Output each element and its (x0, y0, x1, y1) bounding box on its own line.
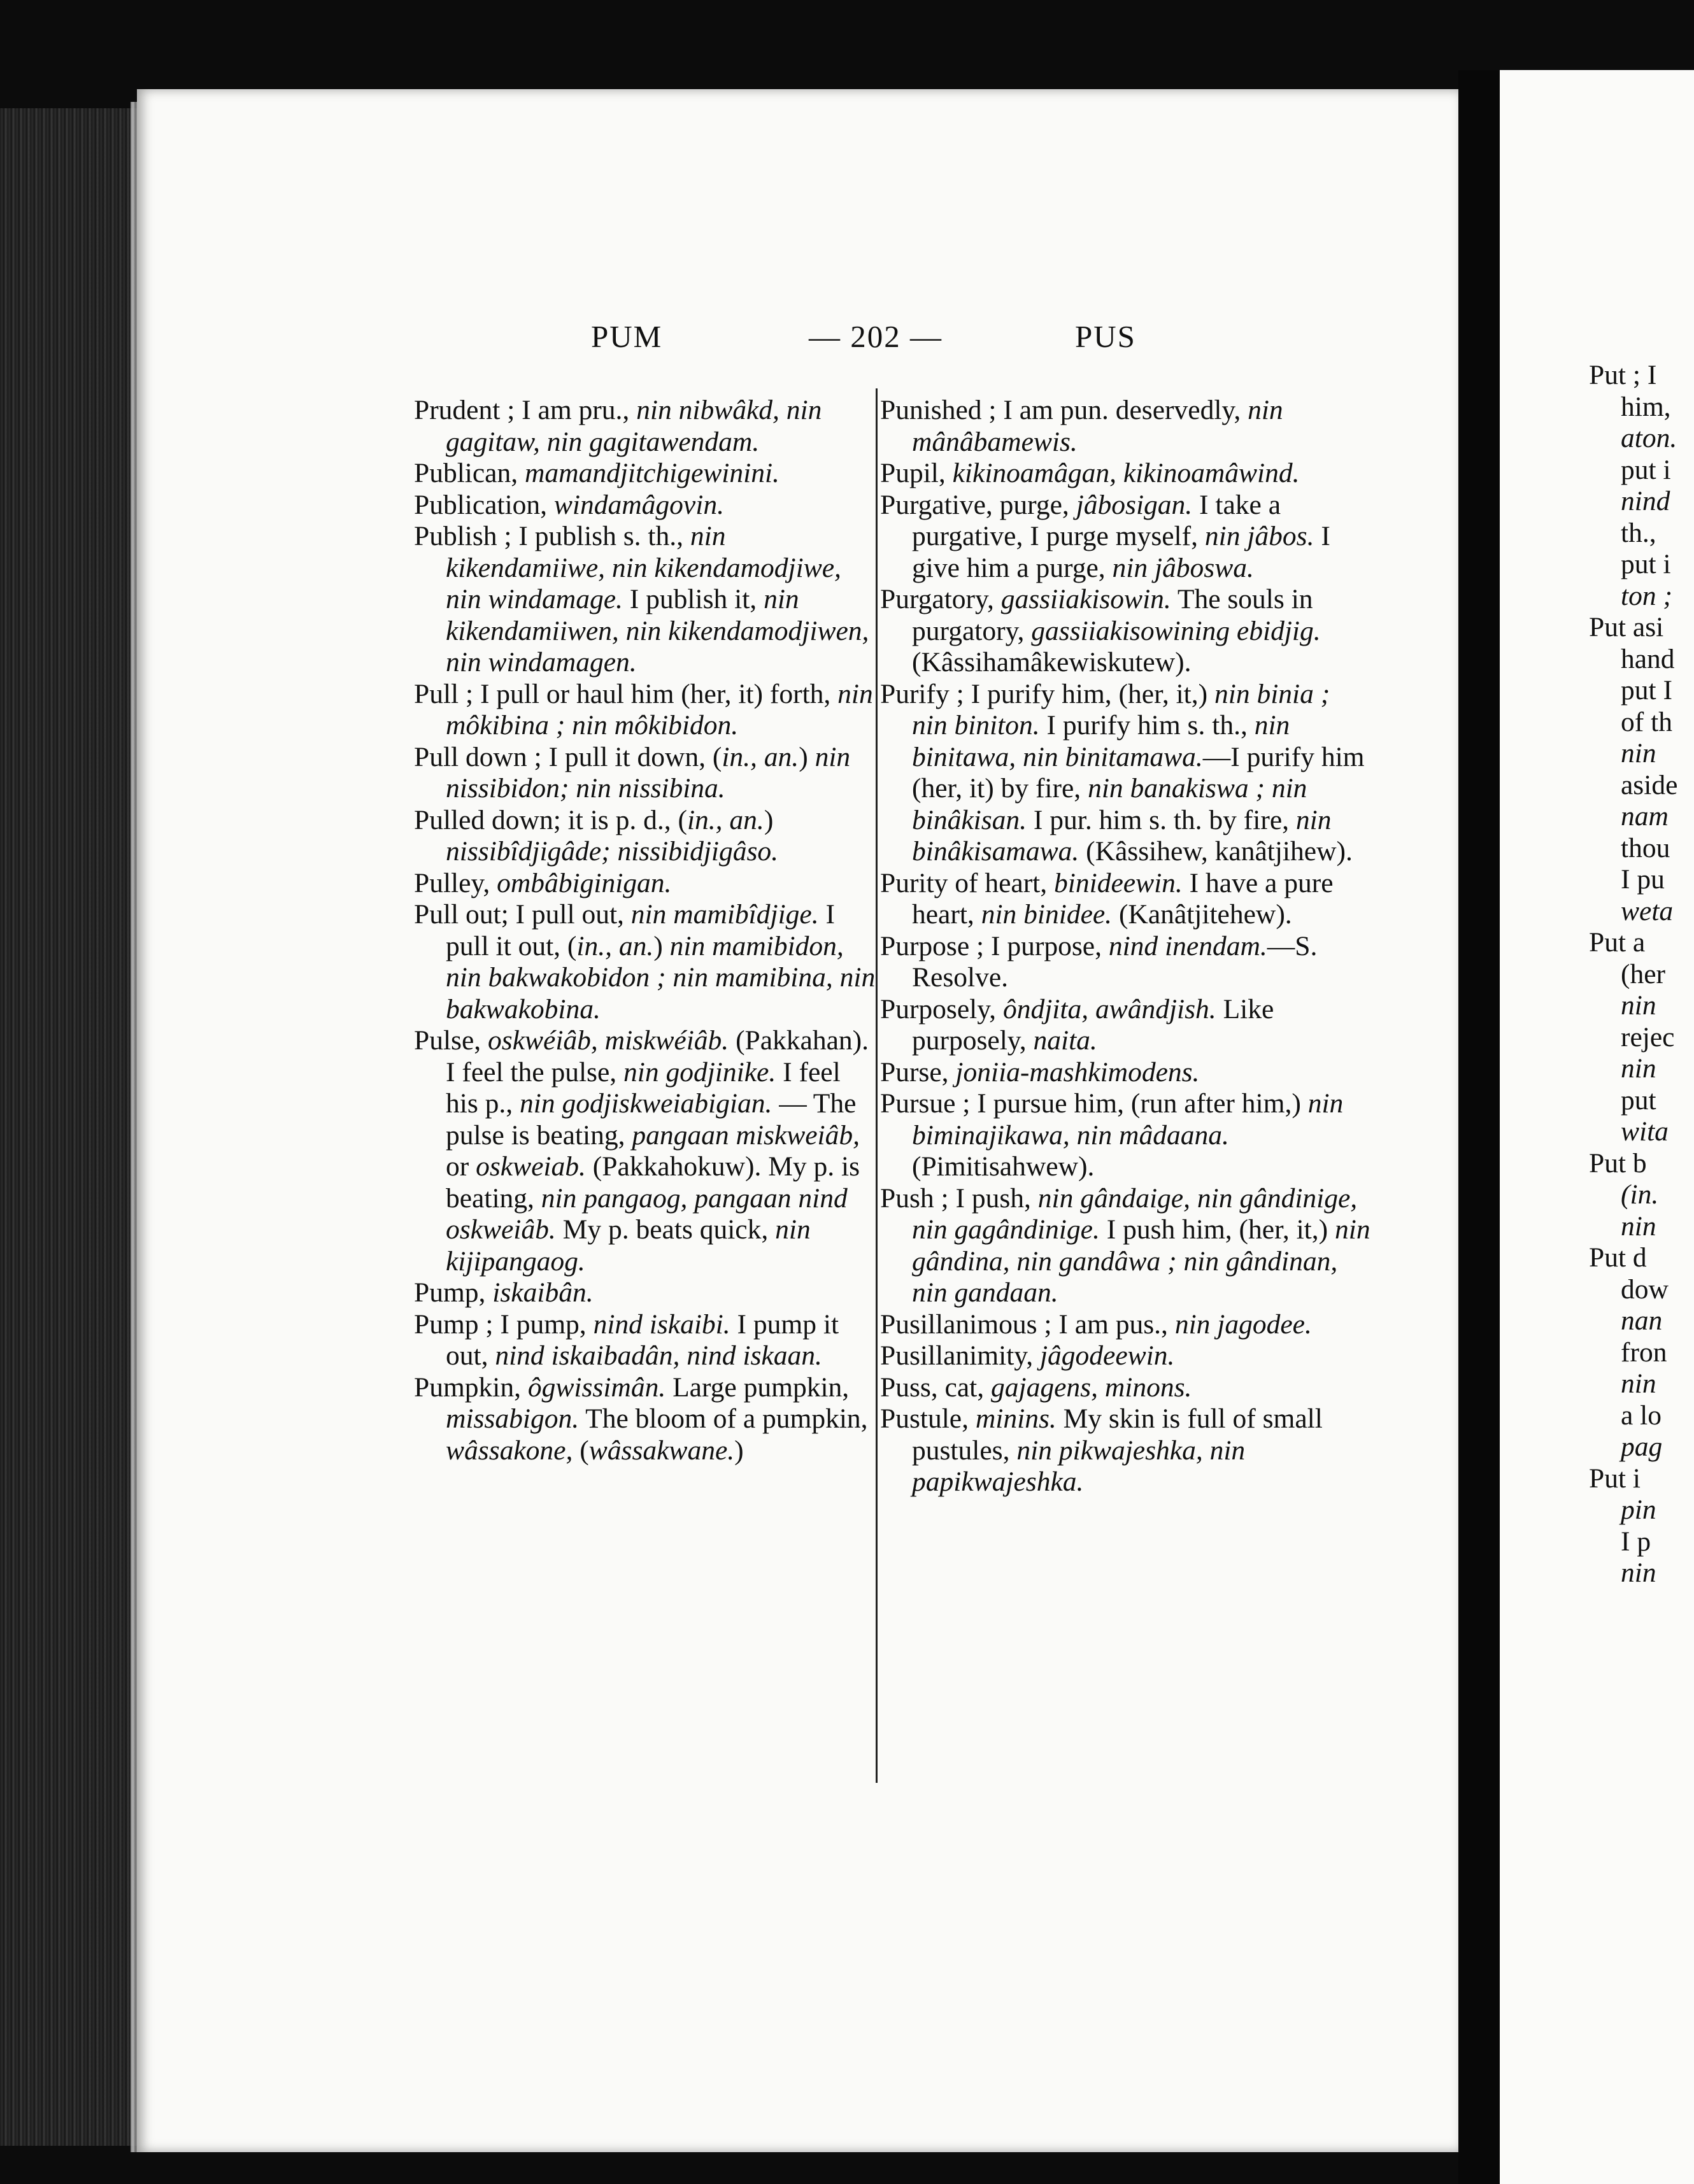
entry-translation: iskaibân. (492, 1277, 594, 1308)
facing-page-text (1589, 360, 1694, 1589)
dictionary-entry (414, 1309, 876, 1372)
entry-text: — The pulse is beating, (446, 1088, 857, 1151)
dictionary-entry (880, 931, 1370, 994)
dictionary-entry (414, 868, 876, 900)
facing-page-line: pin (1621, 1494, 1656, 1525)
facing-page-line: nan (1621, 1305, 1663, 1336)
entry-text: I push him, (her, it,) (1099, 1214, 1335, 1245)
facing-page-line: Put d (1589, 1242, 1647, 1273)
entry-text: Pupil, (880, 458, 953, 488)
dictionary-entry (880, 1309, 1370, 1341)
entry-translation: nin godjinike. (623, 1056, 776, 1088)
entry-text: (Pakkahan). I feel the pulse, (446, 1025, 869, 1088)
entry-text: Pusillanimous ; I am pus., (880, 1308, 1175, 1340)
entry-text: Pump, (414, 1277, 493, 1308)
entry-text: Pusillanimity, (880, 1340, 1040, 1371)
facing-page-line: pag (1621, 1431, 1663, 1462)
dictionary-entry (414, 395, 876, 458)
entry-translation: nin banakiswa ; nin binâkisan. (912, 773, 1307, 835)
entry-translation: nin gândaige, nin gândinige, nin gagândinige. (912, 1182, 1358, 1245)
entry-translation: nin godjiskweiabigian. (520, 1088, 772, 1119)
entry-text: ) (799, 741, 815, 772)
entry-translation: nind inendam. (1108, 930, 1267, 961)
entry-translation: in., an. (576, 930, 654, 961)
entry-translation: ôgwissimân. (527, 1372, 666, 1403)
facing-page-line: put i (1621, 549, 1671, 579)
facing-page-line: put I (1621, 675, 1672, 706)
guide-word-right: PUS (1075, 319, 1136, 354)
dictionary-entry (414, 679, 876, 742)
entry-translation: windamâgovin. (553, 489, 724, 520)
entry-translation: nin kikendamiiwen, nin kikendamodjiwen, nin windamagen. (446, 584, 869, 677)
entry-text: My p. beats quick, (555, 1214, 776, 1245)
entry-text: —S. Resolve. (912, 930, 1318, 993)
entry-translation: in., an. (687, 804, 764, 835)
facing-page-line: fron (1621, 1337, 1667, 1368)
facing-page-line: wita (1621, 1116, 1669, 1147)
entry-text: Publish ; I publish s. th., (414, 521, 690, 551)
entry-text: Pulse, (414, 1025, 488, 1056)
dictionary-entry (414, 742, 876, 805)
entry-translation: in., an. (722, 741, 799, 772)
facing-page-line: nin (1621, 1557, 1656, 1588)
facing-page-line: I pu (1621, 864, 1665, 895)
entry-translation: nin biminajikawa, nin mâdaana. (912, 1088, 1344, 1151)
facing-page-line: nin (1621, 738, 1656, 769)
entry-text: I feel his p., (446, 1056, 841, 1119)
entry-translation: gassiiakisowining ebidjig. (1031, 615, 1321, 646)
entry-text: I pump it out, (446, 1308, 839, 1371)
entry-text: Purity of heart, (880, 867, 1055, 898)
entry-translation: nin binâkisamawa. (912, 804, 1332, 867)
entry-translation: nin môkibina ; nin môkibidon. (446, 678, 873, 741)
entry-translation: kikinoamâgan, kikinoamâwind. (952, 458, 1300, 488)
facing-page-line: dow (1621, 1273, 1669, 1305)
entry-translation: nin jâbos. (1204, 521, 1314, 551)
facing-page-line: a lo (1621, 1400, 1662, 1431)
facing-page-line: ton ; (1621, 580, 1672, 611)
facing-page-line: (her (1621, 958, 1666, 989)
book-gutter (1458, 70, 1500, 2184)
entry-text: My skin is full of small pustules, (912, 1403, 1323, 1466)
entry-translation: oskwéiâb, miskwéiâb. (488, 1025, 729, 1056)
facing-page-line: of th (1621, 706, 1672, 737)
entry-translation: mamandjitchigewinini. (524, 458, 779, 488)
dictionary-entry (880, 490, 1370, 585)
facing-page-line: nam (1621, 801, 1669, 832)
facing-page-line: nin (1621, 990, 1656, 1021)
entry-text: Purposely, (880, 993, 1003, 1025)
dictionary-entry (414, 490, 876, 521)
entry-translation: nind iskaibadân, nind iskaan. (495, 1340, 822, 1371)
entry-text: I pur. him s. th. by fire, (1027, 804, 1296, 835)
entry-translation: joniia-mashkimodens. (955, 1056, 1200, 1088)
entry-text: (Kâssihamâkewiskutew). (912, 647, 1192, 677)
entry-text: Puss, cat, (880, 1372, 991, 1403)
entry-text: I have a pure heart, (912, 867, 1334, 930)
facing-page-line: Put b (1589, 1147, 1647, 1179)
entry-text: Purse, (880, 1056, 956, 1088)
dictionary-entry (880, 458, 1370, 490)
dictionary-entry (414, 1025, 876, 1277)
entry-translation: nin kijipangaog. (446, 1214, 811, 1277)
entry-text: Push ; I push, (880, 1182, 1038, 1214)
left-column (414, 395, 876, 1466)
entry-translation: minins. (975, 1403, 1057, 1434)
dictionary-entry (414, 805, 876, 868)
entry-translation: nin mamibîdjige. (630, 899, 819, 930)
entry-translation: nissibîdjigâde; nissibidjigâso. (446, 836, 779, 867)
right-column (880, 395, 1370, 1498)
entry-text: Like purposely, (912, 993, 1274, 1056)
entry-translation: nin mamibidon, nin bakwakobidon ; nin mamibina, nin bakwakobina. (446, 930, 876, 1025)
entry-text: Pursue ; I pursue him, (run after him,) (880, 1088, 1308, 1119)
facing-page-line: aton. (1621, 423, 1677, 453)
dictionary-entry (880, 584, 1370, 679)
column-divider (876, 388, 878, 1783)
facing-page-line: nin (1621, 1210, 1656, 1242)
entry-text: The souls in purgatory, (912, 584, 1313, 646)
facing-page-line: nind (1621, 486, 1670, 516)
facing-page-line: Put ; I (1589, 360, 1657, 390)
entry-translation: naita. (1033, 1025, 1097, 1056)
entry-translation: nin binia ; nin biniton. (912, 678, 1330, 741)
dictionary-entry (414, 521, 876, 679)
entry-text: ) (764, 804, 774, 835)
entry-text: Pump ; I pump, (414, 1308, 594, 1340)
entry-text: Purpose ; I purpose, (880, 930, 1109, 961)
entry-translation: binideewin. (1054, 867, 1183, 898)
facing-page-line: I p (1621, 1526, 1651, 1557)
entry-text: or (446, 1151, 476, 1182)
entry-text: I take a purgative, I purge myself, (912, 489, 1281, 551)
entry-translation: ombâbiginigan. (497, 867, 672, 898)
entry-text: Pulley, (414, 867, 497, 898)
entry-text: (Pimitisahwew). (912, 1151, 1095, 1182)
entry-text: (Kâssihew, kanâtjihew). (1079, 836, 1353, 867)
entry-text: Pull down ; I pull it down, ( (414, 741, 722, 772)
entry-text: The bloom of a pumpkin, (579, 1403, 868, 1434)
guide-word-left: PUM (591, 319, 663, 354)
entry-text: Purgatory, (880, 584, 1001, 614)
entry-translation: gassiiakisowin. (1000, 584, 1171, 614)
entry-translation: wâssakwane. (588, 1435, 735, 1466)
facing-page-line: nin (1621, 1053, 1656, 1084)
entry-text: Prudent ; I am pru., (414, 395, 637, 425)
dictionary-entry (880, 395, 1370, 458)
entry-text: Publican, (414, 458, 525, 488)
entry-text: I purify him s. th., (1039, 710, 1255, 741)
entry-text: —I purify him (her, it) by fire, (912, 741, 1365, 804)
entry-translation: jâbosigan. (1076, 489, 1193, 520)
dictionary-entry (880, 1372, 1370, 1404)
entry-translation: nin jâboswa. (1112, 552, 1254, 583)
dictionary-entry (880, 994, 1370, 1057)
dictionary-entry (880, 679, 1370, 868)
entry-text: (Kanâtjitehew). (1112, 899, 1292, 930)
entry-translation: nin binidee. (981, 899, 1113, 930)
entry-translation: missabigon. (446, 1403, 580, 1434)
dictionary-entry (880, 1183, 1370, 1309)
entry-text: Pull ; I pull or haul him (her, it) forth, (414, 678, 838, 709)
facing-page-line: rejec (1621, 1021, 1675, 1053)
facing-page-line: (in. (1621, 1179, 1659, 1210)
entry-text: ) (734, 1435, 744, 1466)
entry-text: (Pakkahokuw). My p. is beating, (446, 1151, 860, 1214)
entry-text: Pull out; I pull out, (414, 899, 631, 930)
entry-text: Purify ; I purify him, (her, it,) (880, 678, 1214, 709)
facing-page-line: put (1621, 1084, 1656, 1116)
entry-text: I give him a purge, (912, 521, 1330, 583)
dictionary-entry (880, 1340, 1370, 1372)
entry-translation: nin jagodee. (1174, 1308, 1312, 1340)
entry-text: Punished ; I am pun. deservedly, (880, 395, 1248, 425)
entry-translation: jâgodeewin. (1039, 1340, 1175, 1371)
entry-translation: ôndjita, awândjish. (1002, 993, 1216, 1025)
facing-page-line: Put a (1589, 927, 1646, 958)
entry-text: Pulled down; it is p. d., ( (414, 804, 687, 835)
dictionary-entry (414, 458, 876, 490)
facing-page-line: him, (1621, 391, 1671, 422)
entry-text: Pumpkin, (414, 1372, 528, 1403)
page-number: — 202 — (809, 319, 943, 354)
facing-page-line: Put i (1589, 1463, 1641, 1494)
dictionary-entry (880, 868, 1370, 931)
entry-translation: nind iskaibi. (593, 1308, 730, 1340)
entry-translation: nin mânâbamewis. (912, 395, 1283, 457)
facing-page-line: hand (1621, 643, 1675, 674)
facing-page-line: put i (1621, 454, 1671, 485)
dictionary-entry (414, 1372, 876, 1467)
facing-page-line: weta (1621, 895, 1674, 926)
entry-translation: nin pikwajeshka, nin papikwajeshka. (912, 1435, 1246, 1497)
dictionary-entry (880, 1057, 1370, 1089)
entry-text: Publication, (414, 489, 554, 520)
entry-translation: wâssakone, (446, 1435, 573, 1466)
entry-translation: nin binitawa, nin binitamawa. (912, 710, 1290, 772)
dictionary-entry (880, 1403, 1370, 1498)
entry-translation: oskweiab. (476, 1151, 586, 1182)
dictionary-entry (414, 899, 876, 1025)
entry-text: ( (573, 1435, 589, 1466)
facing-page-line: Put asi (1589, 612, 1664, 642)
entry-text: ) (653, 930, 670, 961)
entry-text: Large pumpkin, (666, 1372, 850, 1403)
facing-page-line: th., (1621, 517, 1656, 548)
entry-text: I publish it, (622, 584, 764, 614)
entry-text: Purgative, purge, (880, 489, 1076, 520)
facing-page-line: thou (1621, 832, 1670, 863)
entry-text: I pull it out, ( (446, 899, 835, 961)
entry-text: Pustule, (880, 1403, 976, 1434)
dictionary-entry (880, 1088, 1370, 1183)
entry-translation: nin gândina, nin gandâwa ; nin gândinan, nin gandaan. (912, 1214, 1370, 1308)
entry-translation: nin nibwâkd, nin gagitaw, nin gagitawendam. (446, 395, 822, 457)
facing-page-line: aside (1621, 769, 1678, 800)
entry-translation: nin nissibidon; nin nissibina. (446, 741, 851, 804)
entry-translation: nin kikendamiiwe, nin kikendamodjiwe, nin windamage. (446, 521, 841, 614)
entry-translation: gajagens, minons. (991, 1372, 1192, 1403)
entry-translation: nin pangaog, pangaan nind oskweiâb. (446, 1182, 848, 1245)
entry-translation: pangaan miskweiâb, (632, 1119, 860, 1151)
facing-page-line: nin (1621, 1368, 1656, 1399)
dictionary-entry (414, 1277, 876, 1309)
